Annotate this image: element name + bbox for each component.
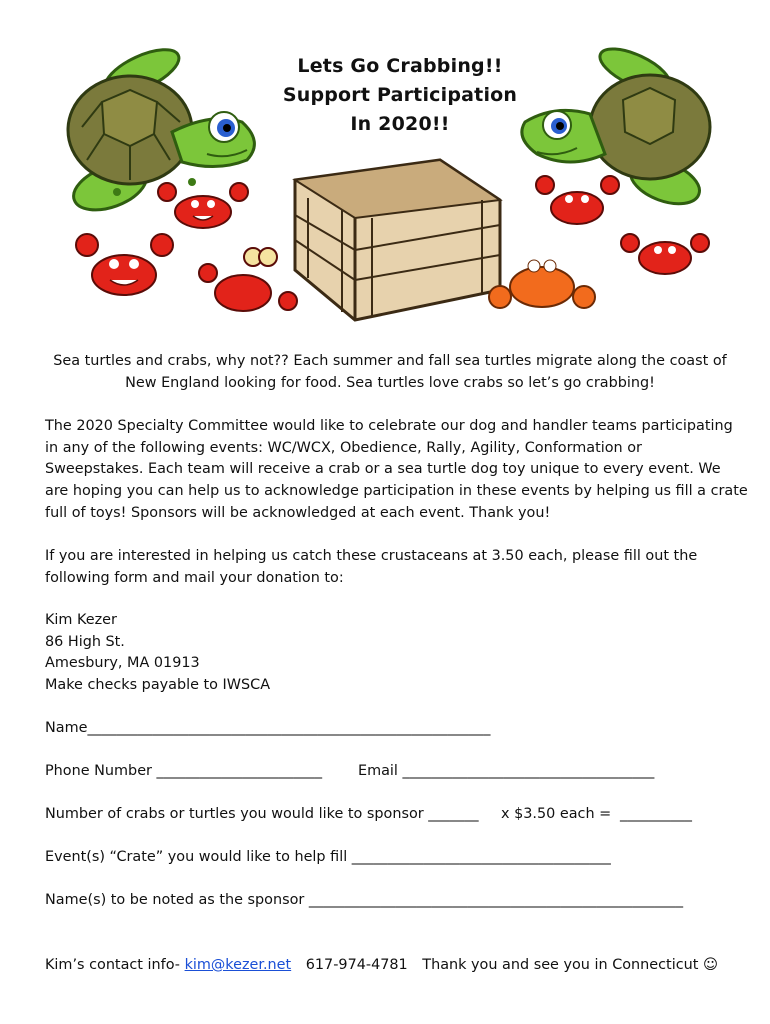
wooden-crate-icon: [290, 140, 505, 325]
text-line: New England looking for food. Sea turtles love crabs so let’s go crabbing!: [125, 374, 655, 391]
address-line: 86 High St.: [45, 633, 125, 650]
text-line: The 2020 Specialty Committee would like to celebrate our dog and handler teams participating: [45, 418, 733, 434]
crab-icon: [198, 243, 298, 318]
crab-icon: [72, 230, 177, 305]
text-line: following form and mail your donation to:: [45, 569, 344, 586]
address-line: Amesbury, MA 01913: [45, 655, 200, 672]
sponsor-names-field[interactable]: Name(s) to be noted as the sponsor ____________________________________________________: [45, 892, 684, 908]
crab-icon: [620, 228, 710, 283]
text-line: Sweepstakes. Each team will receive a crab or a sea turtle dog toy unique to every event. We: [45, 461, 721, 478]
contact-prefix: Kim’s contact info-: [45, 957, 180, 973]
text-line: If you are interested in helping us catch these crustaceans at 3.50 each, please fill out the: [45, 548, 698, 564]
email-field[interactable]: Email ___________________________________: [358, 763, 655, 779]
mailing-address: [45, 610, 735, 697]
contact-phone: 617-974-4781: [305, 957, 408, 973]
crab-icon: [155, 180, 250, 235]
title-line: In 2020!!: [350, 113, 450, 135]
email-link[interactable]: kim@kezer.net: [184, 957, 292, 973]
interest-paragraph: [45, 546, 735, 589]
events-field[interactable]: Event(s) “Crate” you would like to help fill ____________________________________: [45, 849, 611, 865]
text-line: Sea turtles and crabs, why not?? Each summer and fall sea turtles migrate along the coast of: [53, 353, 727, 369]
name-field[interactable]: Name________________________________________________________: [45, 720, 491, 736]
address-line: Make checks payable to IWSCA: [45, 677, 271, 694]
phone-field[interactable]: Phone Number _______________________: [45, 763, 323, 779]
crab-icon: [488, 252, 596, 320]
closing-thanks: Thank you and see you in Connecticut ☺: [422, 957, 718, 973]
text-line: in any of the following events: WC/WCX, Obedience, Rally, Agility, Conformation or: [45, 439, 642, 456]
crab-icon: [535, 173, 620, 233]
contact-line: [45, 957, 718, 973]
text-line: are hoping you can help us to acknowledge participation in these events by helping us fill a crate: [45, 483, 748, 500]
title-line: Support Participation: [282, 84, 518, 106]
address-line: Kim Kezer: [45, 612, 117, 628]
page-title: [250, 52, 550, 139]
committee-paragraph: [45, 416, 748, 525]
title-line: Lets Go Crabbing!!: [297, 55, 503, 77]
sponsor-count-field[interactable]: Number of crabs or turtles you would like to sponsor _______: [45, 806, 479, 822]
text-line: full of toys! Sponsors will be acknowledged at each event. Thank you!: [45, 504, 551, 521]
total-field[interactable]: __________: [620, 806, 692, 822]
intro-paragraph: [45, 351, 735, 394]
price-label: x $3.50 each =: [501, 806, 612, 822]
